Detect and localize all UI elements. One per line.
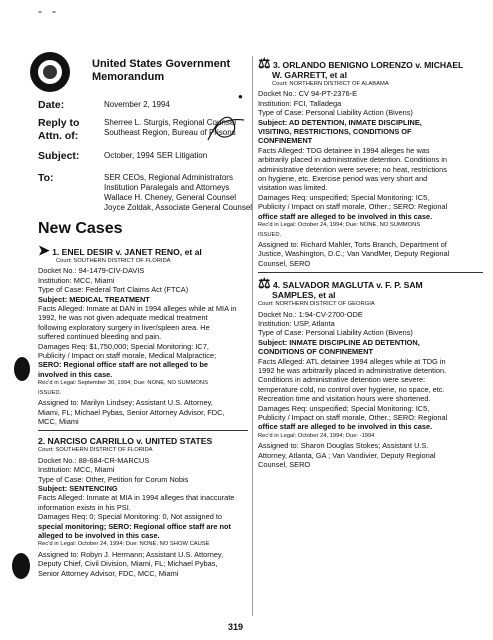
case-damages: Damages Req: unspecified; Special Monitoring: IC5, [258,192,430,202]
case-institution: Institution: MCC, Miami [38,465,115,475]
case-docket: Docket No.: CV 94-PT-2376-E [258,89,357,99]
org-name: United States Government [92,58,231,70]
case-facts: arbitrarily placed in administrative detention. Conditions in [258,155,447,165]
case-institution: Institution: USP, Atlanta [258,318,335,328]
subject-label: Subject: [38,150,80,162]
case-damages: Publicity / Impact on staff morale, Other.; SERO: Regional [258,413,448,422]
case-assigned: Counsel, SERO [258,258,311,268]
case-damages: Publicity / Impact on staff morale, Medical Malpractice; [38,351,217,361]
case-received: Rec'd in Legal: October 24, 1994; Due: NONE, NO SHOW CAUSE [38,541,210,548]
date-value: November 2, 1994 [104,100,170,109]
attn-label: Attn. of: [38,130,79,142]
top-mark: - - [38,4,56,18]
case-received: Rec'd in Legal: October 24, 1994; Due: NONE, NO SUMMONS [258,222,421,229]
case-facts: Facts Alleged: Inmate at MIA in 1994 alleges that inaccurate [38,493,235,503]
scales-icon: ⚖ [258,275,271,292]
case-facts: on hygiene, etc. Exercise period was very short and [258,174,428,184]
case-damages: alleged to be involved in this case. [38,530,160,540]
mark-dot: ● [238,92,243,101]
case-facts: visitation was limited. [258,183,328,193]
case-title: ➤ 1. ENEL DESIR v. JANET RENO, et al [38,242,202,258]
case-damages: involved in this case. [38,369,113,379]
case-divider [258,272,483,273]
page-number: 319 [228,622,244,632]
binder-hole-mark [12,553,30,579]
case-assigned: Assigned to: Sharon Douglas Stokes; Assistant U.S. [258,441,429,451]
case-assigned: Attorney, Atlanta, GA ; Van Vandivier, Deputy Regional [258,450,436,460]
case-subject: Subject: MEDICAL TREATMENT [38,294,150,304]
case-damages: special monitoring; SERO: Regional office staff are not [38,521,232,531]
case-court: Court: SOUTHERN DISTRICT OF FLORIDA [56,258,171,264]
reply-label: Reply to [38,117,80,129]
case-type: Type of Case: Personal Liability Action (Bivens) [258,328,413,338]
case-type: Type of Case: Federal Tort Claims Act (FTCA) [38,285,189,295]
case-institution: Institution: MCC, Miami [38,275,115,285]
case-docket: Docket No.: 1:94-CV-2700-ODE [258,309,363,319]
to-line: Joyce Zoldak, Associate General Counsel [104,203,253,212]
case-assigned: Deputy Chief, Civil Division, Miami, FL; Michael Pybas, [38,559,218,569]
case-received: Rec'd in Legal: October 24, 1994; Due: -1994 [258,432,375,439]
case-facts: temperature cold, no control over hygiene, no space, etc. [258,384,445,394]
case-facts: Recreation time and visitation hours were shortened. [258,394,431,404]
case-received: Rec'd in Legal: September 30, 1994; Due: NONE, NO SUMMONS [38,380,208,387]
case-title: 2. NARCISO CARRILLO v. UNITED STATES [38,436,213,447]
binder-hole-mark [14,357,30,381]
case-damages: office staff are alleged to be involved in this case. [258,211,433,221]
case-assigned: MCC, Miami [38,416,79,426]
case-assigned: Senior Attorney Advisor, FDC, MCC, Miami [38,568,179,578]
case-docket: Docket No.: 94-1479-CIV-DAVIS [38,266,145,276]
case-subject: Subject: INMATE DISCIPLINE AD DETENTION, [258,337,420,347]
case-subject: Subject: AD DETENTION, INMATE DISCIPLINE, [258,117,422,127]
case-type: Type of Case: Other, Petition for Corum Nobis [38,474,189,484]
case-facts: Facts Alleged: ATL detainee 1994 alleges while at TDG in [258,356,446,366]
case-assigned: Miami, FL; Michael Pybas, Senior Attorney Advisor, FDC, [38,407,225,417]
case-facts: Facts Alleged: TDG detainee in 1994 alleges he was [258,145,430,155]
case-damages: Damages Req: 0; Special Monitoring: 0, Not assigned to [38,512,223,522]
case-court: Court: NORTHERN DISTRICT OF GEORGIA [258,301,375,308]
case-docket: Docket No.: 88-684-CR-MARCUS [38,455,150,465]
initials-signature-icon [200,110,250,146]
doc-type: Memorandum [92,71,165,83]
case-facts: following exploratory surgery in liver/spleen area. He [38,322,210,332]
to-list [104,173,252,213]
left-column [38,242,248,578]
case-divider [38,430,248,431]
case-facts: Facts Alleged: Inmate at DAN in 1994 alleges while at MIA in [38,304,237,314]
case-title: ⚖ 3. ORLANDO BENIGNO LORENZO v. MICHAEL [258,55,464,71]
case-facts: 1992, he was not given adequate medical treatment [38,313,208,323]
case-title: ⚖ 4. SALVADOR MAGLUTA v. F. P. SAM [258,275,423,292]
case-assigned: Assigned to: Richard Mahler, Torts Branch, Department of [258,239,447,249]
reply-line-2: Southeast Region, Bureau of Prisons [104,128,236,137]
case-subject: CONDITIONS OF CONFINEMENT [258,347,373,357]
case-facts: administrative detention were severe; no heat, restrictions [258,164,447,174]
case-assigned: Counsel, SERO [258,460,311,470]
case-institution: Institution: FCI, Talladega [258,98,342,108]
case-damages: office staff are alleged to be involved in this case. [258,422,433,432]
case-facts: information exists in his PSI. [38,502,131,512]
case-court: Court: NORTHERN DISTRICT OF ALABAMA [272,81,389,87]
case-subject: CONFINEMENT [258,136,313,146]
case-title-cont: W. GARRETT, et al [272,70,347,80]
to-line: SER CEOs, Regional Administrators [104,173,233,182]
reply-line-1: Sherree L. Sturgis, Regional Counsel [104,118,237,127]
case-damages: Damages Req: $1,750,000; Special Monitoring: IC7, [38,341,209,351]
scales-icon: ⚖ [258,55,271,71]
date-label: Date: [38,99,65,111]
case-assigned: Assigned to: Robyn J. Hermann; Assistant U.S. Attorney, [38,549,224,559]
case-type: Type of Case: Personal Liability Action (Bivens) [258,108,413,118]
case-received: ISSUED. [258,231,282,238]
case-assigned: Justice, Washington, D.C.; Van VandMer, Deputy Regional [258,249,450,259]
arrow-icon: ➤ [38,242,50,258]
to-label: To: [38,172,54,184]
subject-value: October, 1994 SER Litigation [104,151,208,160]
agency-seal-icon [30,52,70,92]
memo-title [92,58,230,84]
case-damages: Publicity / Impact on staff morale, Other.; SERO: Regional [258,202,448,212]
to-line: Institution Paralegals and Attorneys [104,183,230,192]
case-damages: SERO: Regional office staff are not alleged to be [38,360,209,370]
to-line: Wallace H. Cheney, General Counsel [104,193,237,202]
case-received: ISSUED. [38,389,62,396]
column-divider [252,56,253,616]
case-subject: Subject: SENTENCING [38,483,118,493]
case-title-cont: SAMPLES, et al [272,290,336,301]
section-title: New Cases [38,220,123,237]
case-facts: Conditions in administrative detention were severe: [258,375,426,385]
case-damages: Damages Req: unspecified; Special Monitoring: IC5, [258,403,430,413]
case-facts: 1992 he was arbitrarily placed in administrative detention. [258,365,447,375]
right-column [258,55,483,470]
case-court: Court: SOUTHERN DISTRICT OF FLORIDA [38,447,153,454]
case-facts: suffered continued bleeding and pain. [38,332,162,342]
case-subject: VISITING, RESTRICTIONS, CONDITIONS OF [258,127,412,137]
case-assigned: Assigned to: Marilyn Lindsey; Assistant U.S. Attorney, [38,398,213,408]
